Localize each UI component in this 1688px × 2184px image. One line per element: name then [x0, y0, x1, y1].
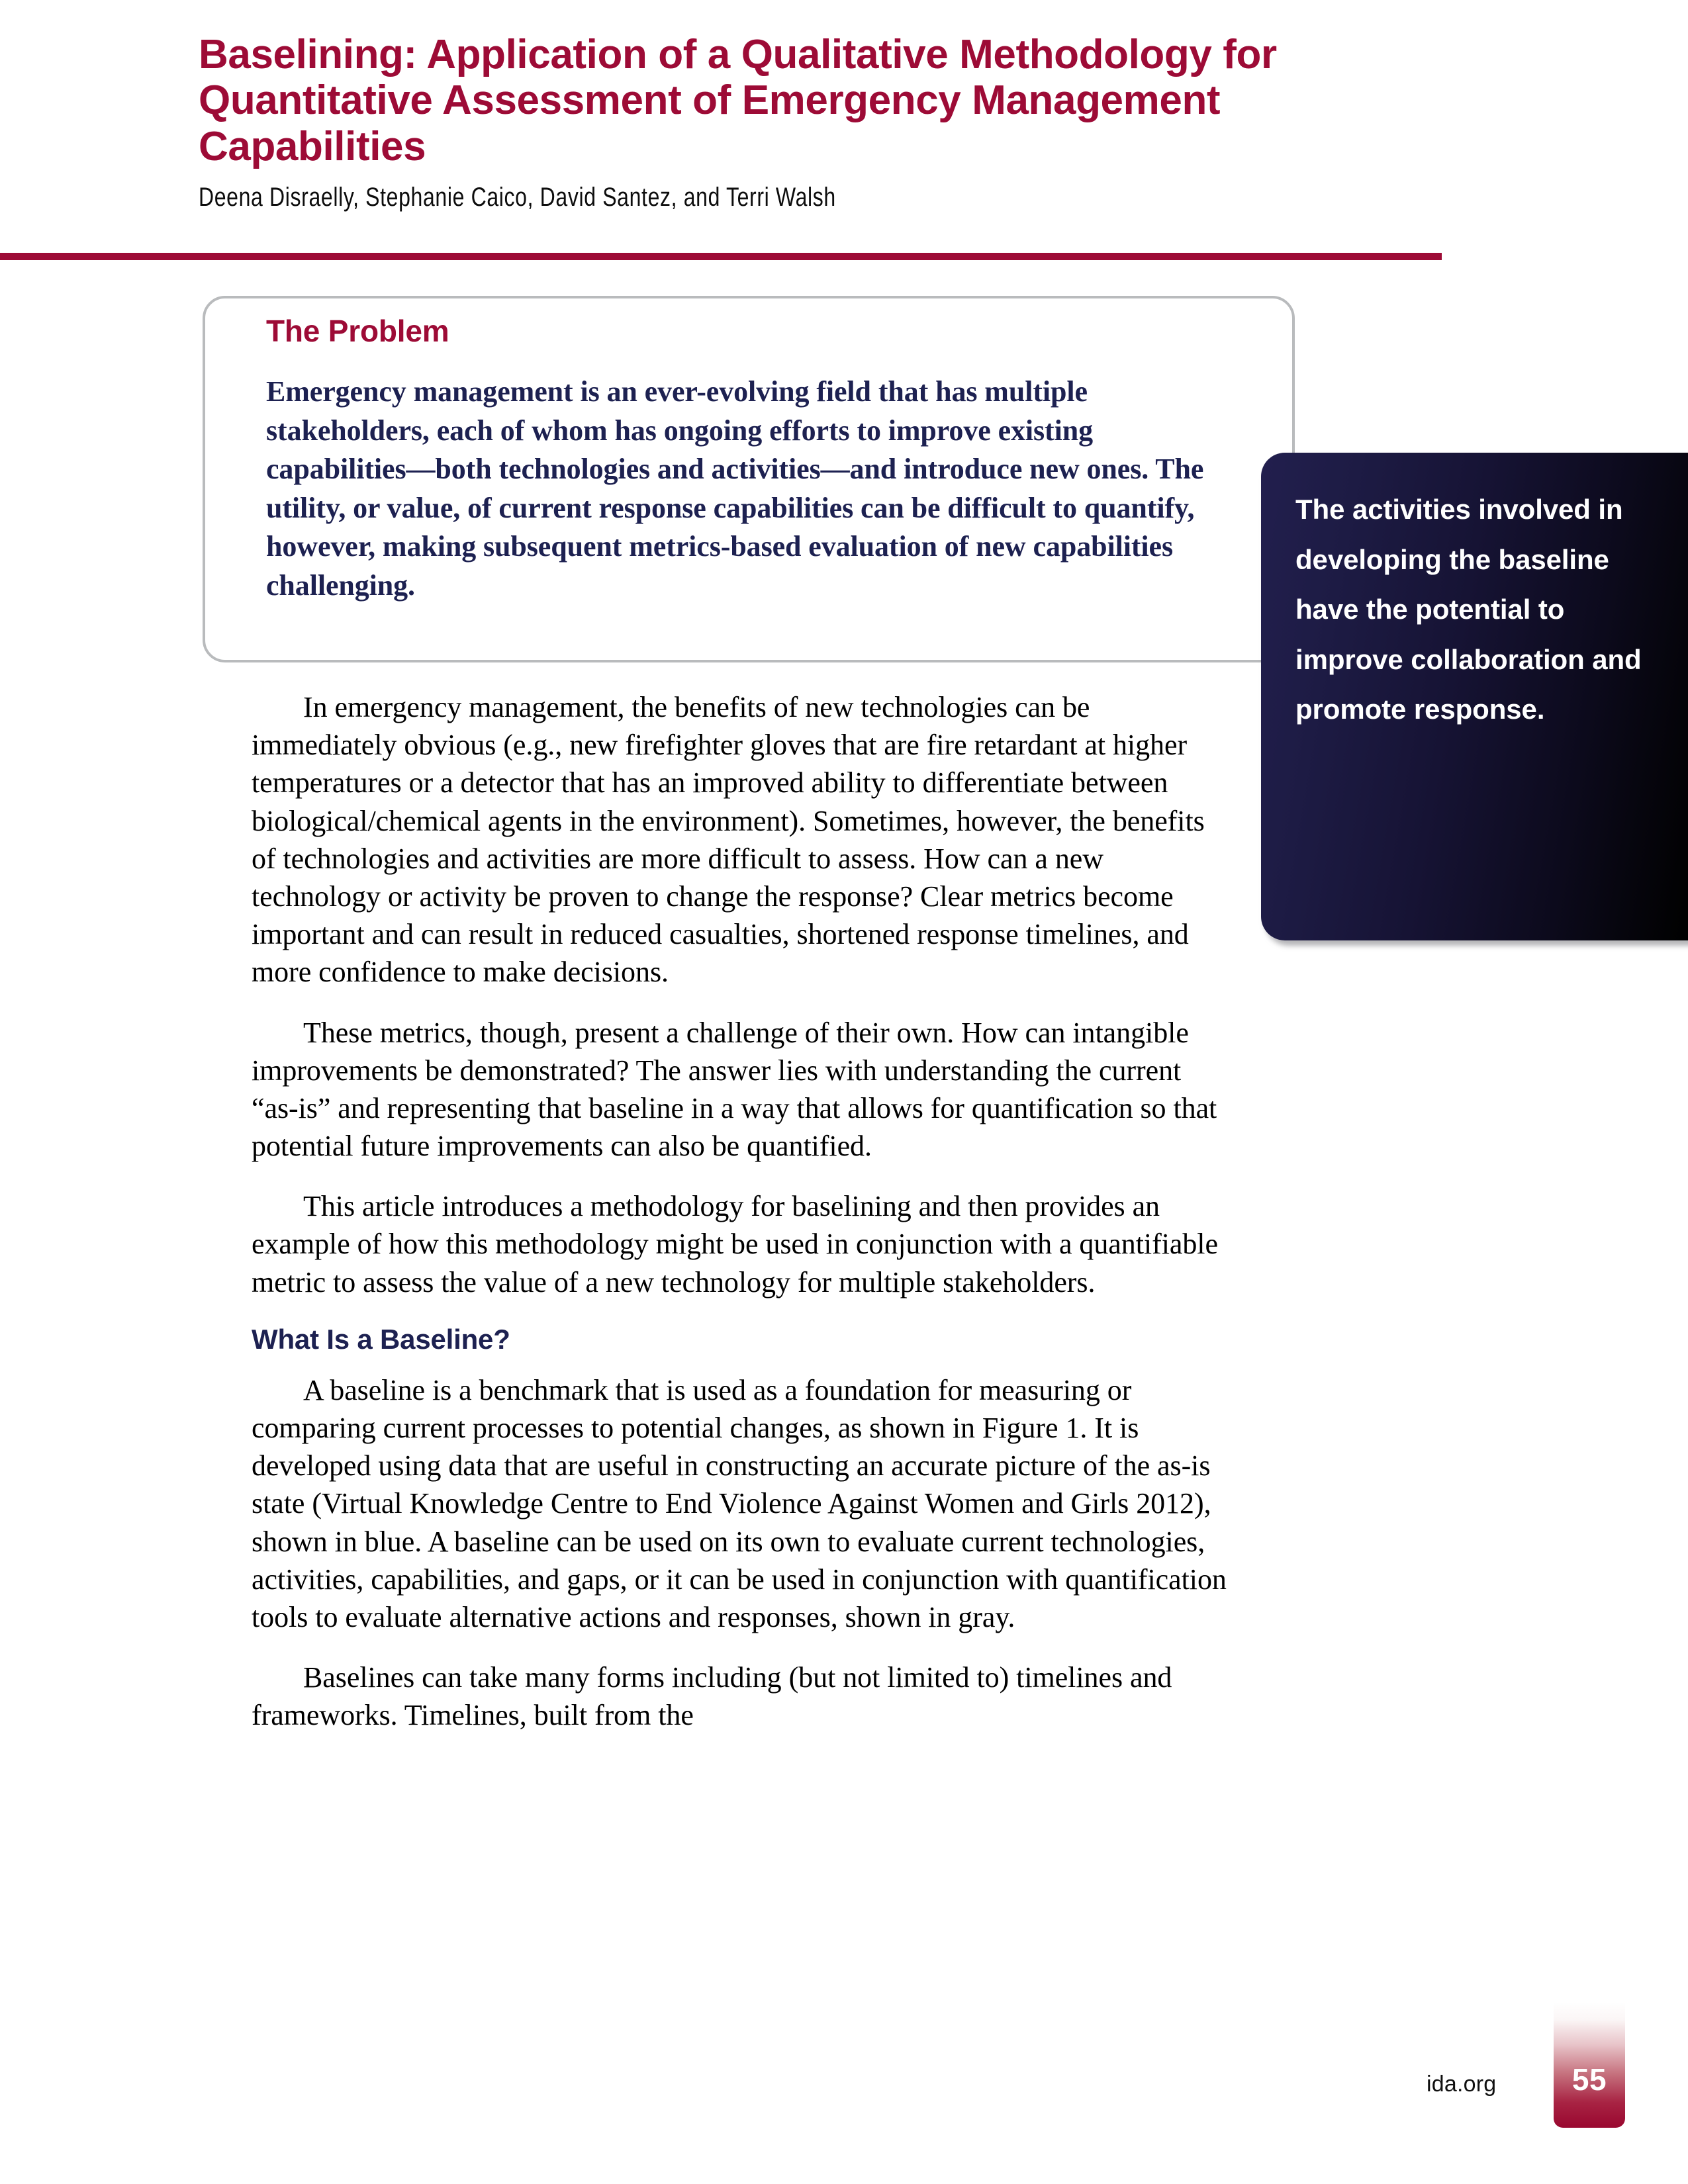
page-number-tab [1554, 2002, 1625, 2128]
body-paragraph: In emergency management, the benefits of new technologies can be immediately obvious (e.g., new firefighter gloves that are fire retardant at higher temperatures or a detector that has an improved ability to differentiate between biological/chemical agents in the environment). Sometimes, however, the benefits of technologies and activities are more difficult to assess. How can a new technology or activity be proven to change the response? Clear metrics become important and can result in reduced casualties, shortened response timelines, and more confidence to make decisions. [252, 691, 1205, 989]
footer-site-label: ida.org [1427, 2071, 1497, 2097]
author-byline: Deena Disraelly, Stephanie Caico, David Santez, and Terri Walsh [199, 183, 836, 212]
header-divider-rule [0, 253, 1442, 260]
article-body-column [252, 688, 1228, 1757]
article-header [199, 32, 1456, 213]
body-paragraph: A baseline is a benchmark that is used as a foundation for measuring or comparing current processes to potential changes, as shown in Figure 1. It is developed using data that are useful in constructing an accurate picture of the as-is state (Virtual Knowledge Centre to End Violence Against Women and Girls 2012), shown in blue. A baseline can be used on its own to evaluate current technologies, activities, capabilities, and gaps, or it can be used in conjunction with quantification tools to evaluate alternative actions and responses, shown in gray. [252, 1373, 1227, 1633]
problem-callout-heading: The Problem [266, 314, 449, 348]
page-title: Baselining: Application of a Qualitative Methodology for Quantitative Assessment of Emergency Management Capabilities [199, 32, 1277, 169]
section-heading-what-is-a-baseline: What Is a Baseline? [252, 1323, 510, 1355]
problem-callout-box [203, 296, 1295, 662]
body-paragraph: Baselines can take many forms including (but not limited to) timelines and frameworks. Timelines, built from the [252, 1661, 1172, 1732]
body-paragraph: This article introduces a methodology for baselining and then provides an example of how this methodology might be used in conjunction with a quantifiable metric to assess the value of a new technology for multiple stakeholders. [252, 1190, 1218, 1298]
pull-quote-text: The activities involved in developing the baseline have the potential to improve collaboration and promote response. [1295, 494, 1642, 725]
page-number: 55 [1571, 2062, 1607, 2097]
body-paragraph: These metrics, though, present a challenge of their own. How can intangible improvements be demonstrated? The answer lies with understanding the current “as-is” and representing that baseline in a way that allows for quantification so that potential future improvements can also be quantified. [252, 1016, 1217, 1163]
pull-quote-box [1261, 453, 1688, 940]
problem-callout-body: Emergency management is an ever-evolving field that has multiple stakeholders, each of whom has ongoing efforts to improve existing capabilities—both technologies and activities—and introduce new ones. The utility, or value, of current response capabilities can be difficult to quantify, however, making subsequent metrics-based evaluation of new capabilities challenging. [266, 375, 1204, 602]
